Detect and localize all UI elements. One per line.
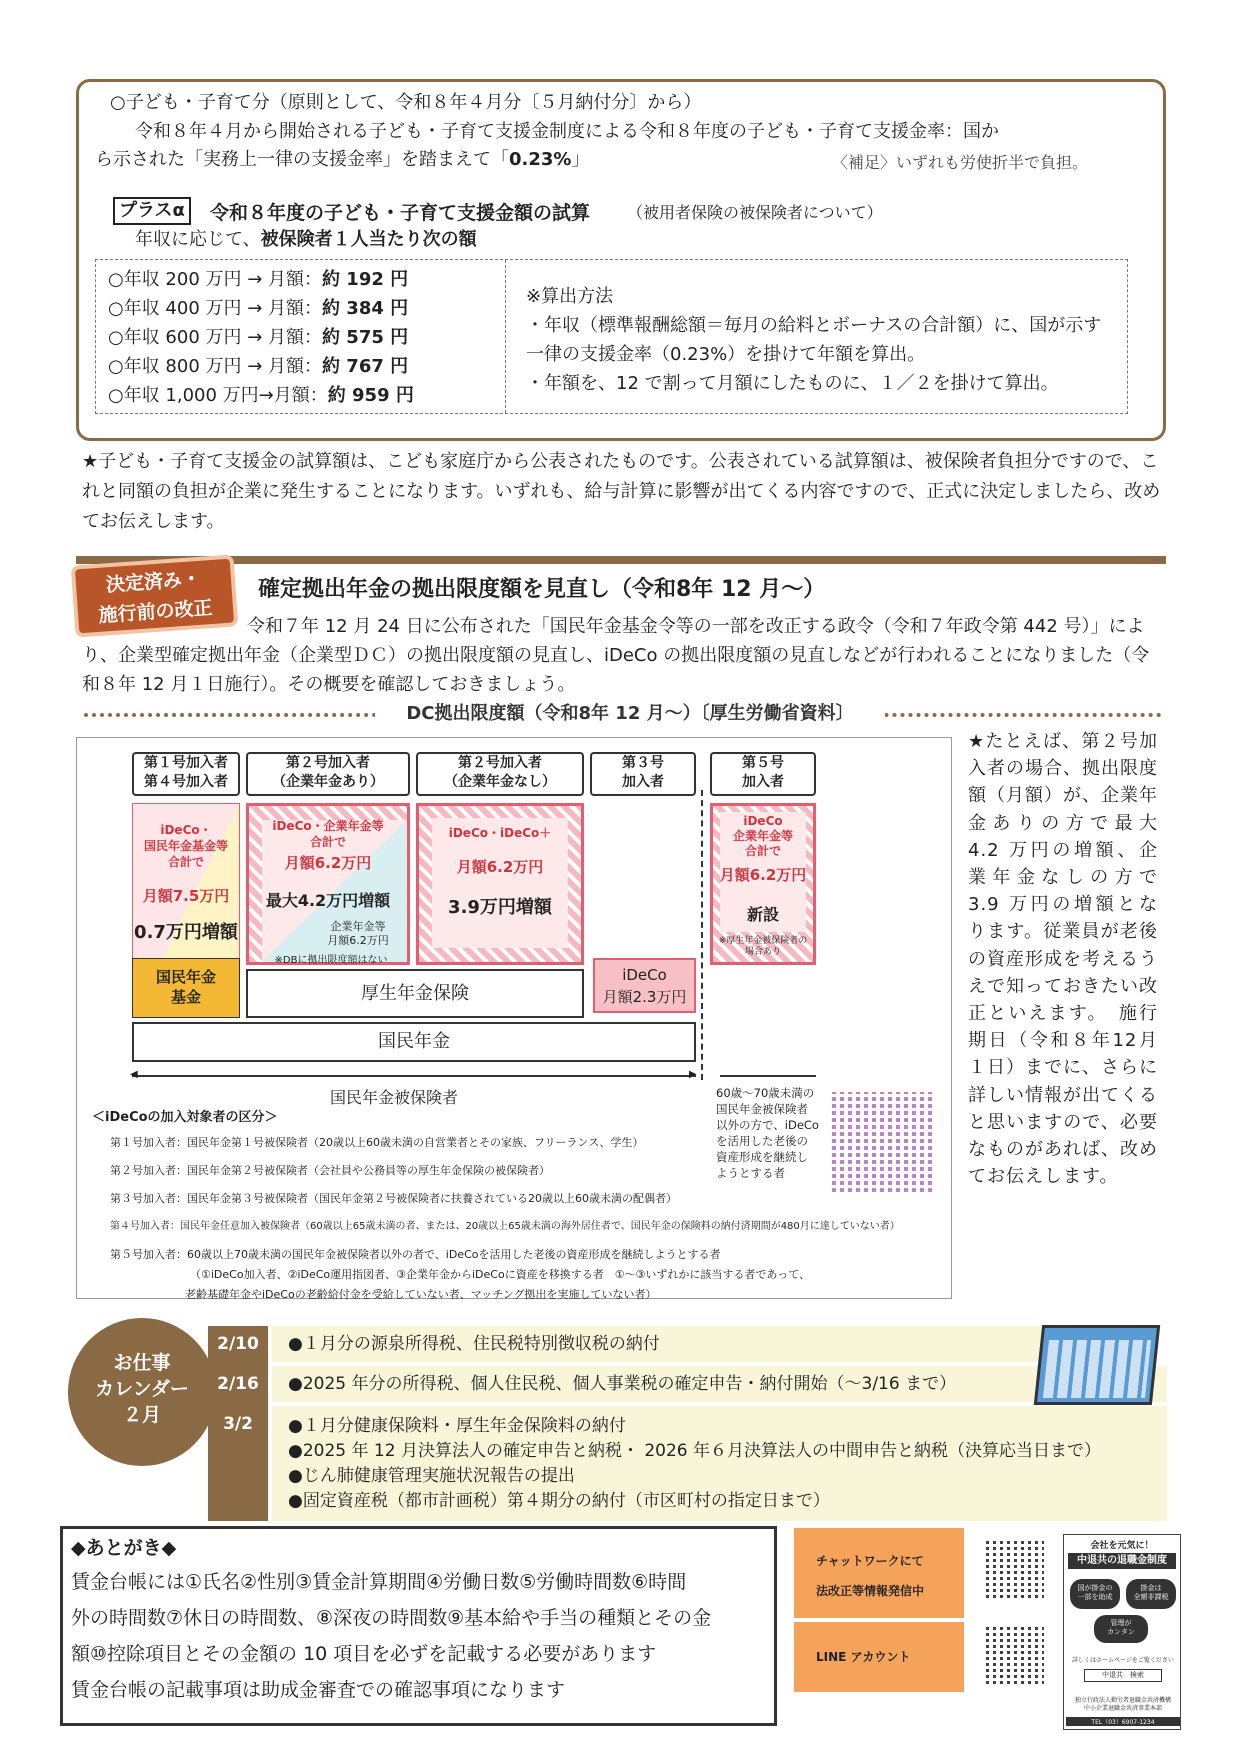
cal-item: ●じん肺健康管理実施状況報告の提出 (288, 1466, 575, 1486)
cat-item: 第２号加入者：国民年金第２号被保険者（会社員や公務員等の厚生年金保険の被保険者） (110, 1164, 550, 1177)
amount-row: ○年収 800 万円 → 月額：約 767 円 (108, 356, 409, 377)
child-support-text-2: ら示された「実務上一律の支援金率」を踏まえて「0.23%」 (95, 149, 590, 170)
plus-alpha-tag: プラスα (113, 197, 191, 225)
amount-row: ○年収 200 万円 → 月額：約 192 円 (108, 269, 409, 290)
calendar-icon-grid (1043, 1340, 1151, 1398)
range-arrow-2 (720, 1075, 816, 1077)
cal-date: 3/2 (208, 1406, 268, 1442)
afterword-title: ◆あとがき◆ (71, 1537, 177, 1559)
chutaikyo-ad: 会社を元気に！ 中退共の退職金制度 国が掛金の 一部を助成 掛金は 全額非課税 管理が カンタン 詳しくはホームページをご覧ください 中退共 検索 独立行政法人勤労者退職金共済機構 中小企業退職金共済事業本部 TEL（03）6907-1234 (1063, 1534, 1181, 1730)
kosei-nenkin-bar: 厚生年金保険 (246, 969, 584, 1018)
col1-base: 国民年金 基金 (132, 958, 240, 1018)
line-banner[interactable]: LINE アカウント (794, 1622, 964, 1692)
cat-item: 第５号加入者：60歳以上70歳未満の国民年金被保険者以外の者で、iDeCoを活用した老後の資産形成を継続しようとする者 (110, 1248, 721, 1261)
col1-text: iDeCo・ 国民年金基金等 合計で (143, 823, 228, 869)
cal-item: ●2025 年 12 月決算法人の確定申告と納税・ 2026 年６月決算法人の中間申告と納税（決算応当日まで） (288, 1441, 1102, 1461)
plus-alpha-sub: （被用者保険の被保険者について） (627, 203, 883, 222)
section-divider (76, 556, 1166, 564)
col-header-5: 第５号 加入者 (710, 752, 816, 796)
col-header-3: 第２号加入者 （企業年金なし） (416, 752, 584, 796)
status-badge: 決定済み・ 施行前の改正 (71, 554, 239, 637)
col1-increase: 0.7万円増額 (134, 922, 238, 943)
qr-code-line[interactable] (986, 1626, 1044, 1684)
hihoken-label: 国民年金被保険者 (330, 1088, 459, 1107)
cal-item: ●固定資産税（都市計画税）第４期分の納付（市区町村の指定日まで） (288, 1491, 830, 1511)
amount-row: ○年収 400 万円 → 月額：約 384 円 (108, 298, 409, 319)
notice-text: ★子ども・子育て支援金の試算額は、こども家庭庁から公表されたものです。公表されている試算額は、被保険者負担分ですので、これと同額の負担が企業に発生することになります。いずれも、給与計算に影響が出てくる内容ですので、正式に決定しましたら、改めてお伝えします。 (82, 451, 1161, 532)
col-header-2: 第２号加入者 （企業年金あり） (246, 752, 410, 796)
chatwork-banner[interactable]: チャットワークにて 法改正等情報発信中 (794, 1528, 964, 1618)
cat-item: 第４号加入者：国民年金任意加入被保険者（60歳以上65歳未満の者、または、20歳以上65歳未満の海外居住者で、国民年金の保険料の納付済期間が480月に達していない者） (110, 1221, 900, 1232)
col2-text: iDeCo・企業年金等 合計で (272, 819, 384, 849)
col5-new: 新設 (746, 905, 779, 924)
age-divider-line (701, 790, 703, 1080)
cat-item: 老齢基礎年金やiDeCoの老齢給付金を受給していない者、マッチング拠出を実施していない者） (185, 1288, 657, 1301)
amount-list (96, 260, 506, 413)
col5-amount: 月額6.2万円 (719, 866, 807, 884)
cal-date: 2/10 (208, 1326, 268, 1362)
support-rate: 0.23% (509, 149, 572, 170)
col3-text: iDeCo・iDeCo＋ (448, 826, 552, 840)
range-note: 60歳～70歳未満の 国民年金被保険者 以外の方で、iDeCo を活用した老後の 資産形成を継続し ようとする者 (716, 1086, 819, 1180)
qr-code-chatwork[interactable] (986, 1540, 1044, 1598)
plus-alpha-title: 令和８年度の子ども・子育て支援金額の試算 (210, 202, 591, 224)
col2-sub: 企業年金等 月額6.2万円 (327, 920, 389, 947)
afterword-line: 外の時間数⑦休日の時間数、⑧深夜の時間数⑨基本給や手当の種類とその金 (71, 1607, 712, 1629)
cal-item: ●１月分の源泉所得税、住民税特別徴収税の納付 (272, 1326, 1052, 1362)
cal-item: ●2025 年分の所得税、個人住民税、個人事業税の確定申告・納付開始（～3/16 まで） (272, 1366, 1167, 1402)
plus-alpha-line: 年収に応じて、被保険者１人当たり次の額 (135, 229, 477, 250)
burden-note: 〈補足〉いずれも労使折半で負担。 (832, 153, 1089, 172)
section-intro: 令和７年 12 月 24 日に公布された「国民年金基金令等の一部を改正する政令（令和７年政令第 442 号）」により、企業型確定拠出年金（企業型ＤＣ）の拠出限度額の見直し、iDeCo の拠出限度額の見直しなどが行われることになりました（令和８年 12 月１日施行）。その概要を確認しておきましょう。 (82, 616, 1150, 695)
col5-note: ※厚生年金被保険者の 場合あり (718, 936, 808, 957)
col-header-1: 第１号加入者 第４号加入者 (132, 752, 240, 796)
range-arrow (132, 1075, 696, 1077)
arrow-right: ▶ (689, 1069, 697, 1080)
cat-title: ＜iDeCoの加入対象者の区分＞ (92, 1110, 278, 1125)
qr-code-1 (832, 1092, 932, 1192)
cal-date: 2/16 (208, 1366, 268, 1402)
arrow-left: ◀ (130, 1069, 138, 1080)
child-support-text-1: 令和８年４月から開始される子ども・子育て支援金制度による令和８年度の子ども・子育て支援金率：国か (135, 121, 999, 142)
afterword-line: 額⑩控除項目とその金額の 10 項目を必ずを記載する必要があります (71, 1643, 657, 1665)
afterword-line: 賃金台帳には①氏名②性別③賃金計算期間④労働日数⑤労働時間数⑥時間 (71, 1571, 687, 1593)
dc-title: DC拠出限度額（令和8年 12 月～）〔厚生労働省資料〕 (375, 699, 885, 729)
col2-increase: 最大4.2万円増額 (265, 891, 391, 910)
calc-method: ※算出方法 ・年収（標準報酬総額＝毎月の給料とボーナスの合計額）に、国が示す一律の支援金率（0.23%）を掛けて年額を算出。 ・年額を、12 で割って月額にしたものに、１／２を掛けて算出。 (526, 286, 1102, 394)
cal-item: ●１月分健康保険料・厚生年金保険料の納付 (288, 1416, 626, 1436)
section-title: 確定拠出年金の拠出限度額を見直し（令和8年 12 月～） (258, 577, 826, 602)
cat-item: （①iDeCo加入者、②iDeCo運用指図者、③企業年金からiDeCoに資産を移換する者 ①～③いずれかに該当する者であって、 (190, 1268, 811, 1281)
afterword-line: 賃金台帳の記載事項は助成金審査での確認事項になります (71, 1679, 566, 1701)
amount-row: ○年収 1,000 万円→月額：約 959 円 (108, 385, 414, 406)
cal-items-block (272, 1406, 1167, 1521)
col-header-4: 第３号 加入者 (590, 752, 696, 796)
afterword-box (60, 1526, 777, 1726)
side-commentary: ★たとえば、第２号加入者の場合、拠出限度額（月額）が、企業年金ありの方で最大 4.2 万円の増額、企業年金なしの方で 3.9 万円の増額となります。従業員が老後の資産形成を考えるうえで知っておきたい改正といえます。 施行期日（令和８年12月１日）までに、さらに詳しい情報が出てくると思いますので、必要なものがあれば、改めてお伝えします。 (968, 731, 1158, 1188)
amount-row: ○年収 600 万円 → 月額：約 575 円 (108, 327, 409, 348)
child-support-heading: ○子ども・子育て分（原則として、令和８年４月分〔５月納付分〕から） (110, 92, 702, 113)
col2-note: ※DBに拠出限度額はない (274, 955, 388, 966)
kokumin-nenkin-bar: 国民年金 (132, 1022, 696, 1062)
col3-increase: 3.9万円増額 (448, 897, 552, 918)
cat-item: 第１号加入者：国民年金第１号被保険者（20歳以上60歳未満の自営業者とその家族、フリーランス、学生） (110, 1136, 644, 1149)
col5-text: iDeCo 企業年金等 合計で (732, 814, 793, 858)
calc-table (95, 259, 1128, 414)
calendar-badge: お仕事 カレンダー ２月 (68, 1318, 216, 1466)
col2-amount: 月額6.2万円 (284, 854, 372, 872)
col4-box: iDeCo 月額2.3万円 (593, 958, 696, 1013)
col1-amount: 月額7.5万円 (142, 887, 230, 905)
cat-item: 第３号加入者：国民年金第３号被保険者（国民年金第２号被保険者に扶養されている20歳以上60歳未満の配偶者） (110, 1192, 677, 1205)
col3-amount: 月額6.2万円 (456, 858, 544, 876)
